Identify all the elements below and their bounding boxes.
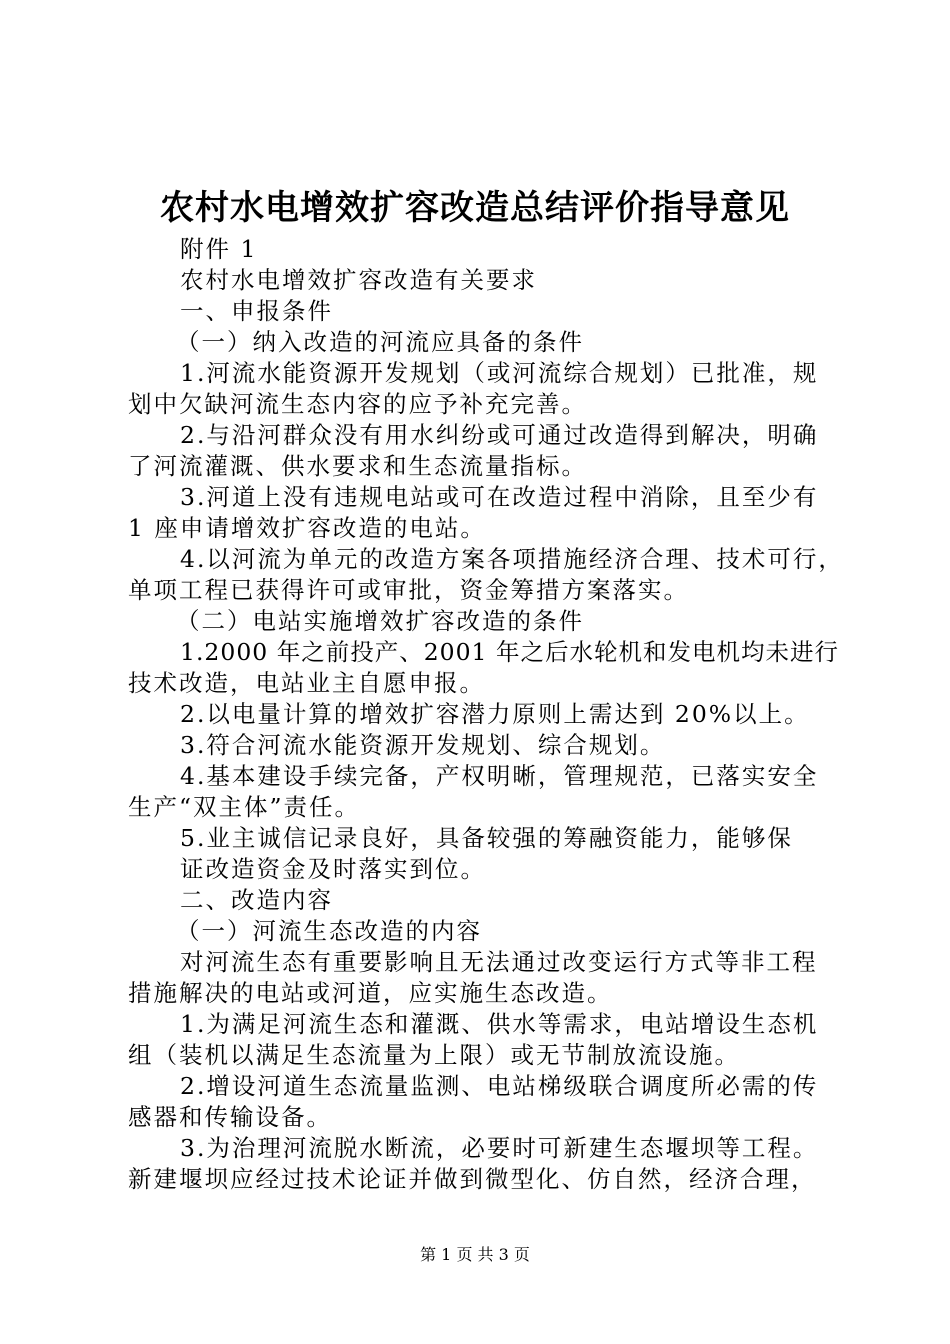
paragraph-line: 1.2000 年之前投产、2001 年之后水轮机和发电机均未进行 — [180, 638, 839, 666]
page-number: 第 1 页 共 3 页 — [420, 1245, 530, 1264]
paragraph-line: 4.基本建设手续完备，产权明晰，管理规范，已落实安全 — [180, 762, 819, 790]
paragraph-line: 新建堰坝应经过技术论证并做到微型化、仿自然，经济合理， — [128, 1165, 817, 1193]
paragraph-line: （二）电站实施增效扩容改造的条件 — [176, 607, 584, 635]
paragraph-line: 划中欠缺河流生态内容的应予补充完善。 — [128, 390, 587, 418]
paragraph-line: 4.以河流为单元的改造方案各项措施经济合理、技术可行， — [180, 545, 844, 573]
paragraph-line: 1 座申请增效扩容改造的电站。 — [128, 514, 486, 542]
paragraph-line: （一）河流生态改造的内容 — [176, 917, 482, 945]
paragraph-line: 单项工程已获得许可或审批，资金筹措方案落实。 — [128, 576, 689, 604]
paragraph-line: 2.以电量计算的增效扩容潜力原则上需达到 20%以上。 — [180, 700, 810, 728]
paragraph-line: 1.河流水能资源开发规划（或河流综合规划）已批准，规 — [180, 359, 819, 387]
paragraph-line: 了河流灌溉、供水要求和生态流量指标。 — [128, 452, 587, 480]
paragraph-line: 证改造资金及时落实到位。 — [180, 855, 486, 883]
paragraph-line: 2.增设河道生态流量监测、电站梯级联合调度所必需的传 — [180, 1072, 819, 1100]
paragraph-line: 对河流生态有重要影响且无法通过改变运行方式等非工程 — [180, 948, 818, 976]
paragraph-line: 1.为满足河流生态和灌溉、供水等需求，电站增设生态机 — [180, 1010, 819, 1038]
paragraph-line: 5.业主诚信记录良好，具备较强的筹融资能力，能够保 — [180, 824, 793, 852]
paragraph-line: 二、改造内容 — [180, 886, 333, 914]
document-body — [128, 234, 844, 1195]
paragraph-line: 生产“双主体”责任。 — [128, 793, 361, 821]
paragraph-line: 附件 1 — [180, 235, 258, 263]
paragraph-line: 2.与沿河群众没有用水纠纷或可通过改造得到解决，明确 — [180, 421, 819, 449]
paragraph-line: 组（装机以满足生态流量为上限）或无节制放流设施。 — [128, 1041, 740, 1069]
paragraph-line: 农村水电增效扩容改造有关要求 — [180, 266, 537, 294]
paragraph-line: 技术改造，电站业主自愿申报。 — [128, 669, 485, 697]
paragraph-line: 措施解决的电站或河道，应实施生态改造。 — [128, 979, 613, 1007]
paragraph-line: （一）纳入改造的河流应具备的条件 — [176, 328, 584, 356]
paragraph-line: 3.为治理河流脱水断流，必要时可新建生态堰坝等工程。 — [180, 1134, 819, 1162]
paragraph-line: 感器和传输设备。 — [128, 1103, 332, 1131]
paragraph-line: 一、申报条件 — [180, 297, 333, 325]
paragraph-line: 3.符合河流水能资源开发规划、综合规划。 — [180, 731, 666, 759]
paragraph-line: 3.河道上没有违规电站或可在改造过程中消除，且至少有 — [180, 483, 819, 511]
document-title: 农村水电增效扩容改造总结评价指导意见 — [160, 188, 790, 228]
